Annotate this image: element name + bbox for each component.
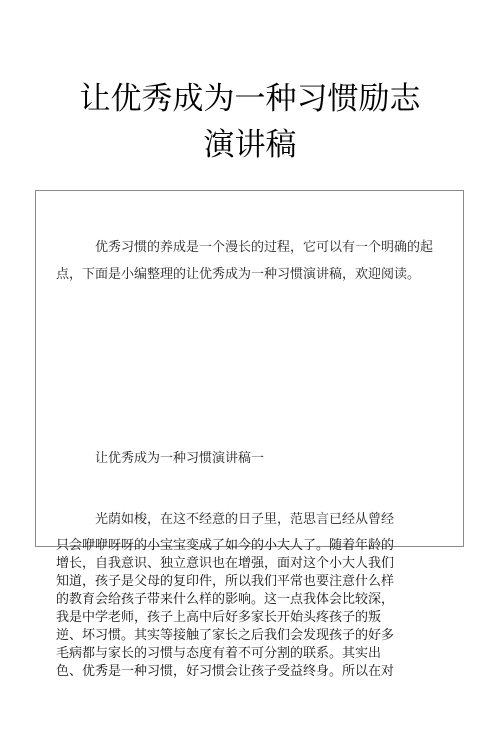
body-line: 只会咿咿呀呀的小宝宝变成了如今的小大人了。随着年龄的 (56, 538, 395, 553)
intro-paragraph: 优秀习惯的养成是一个漫长的过程，它可以有一个明确的起点，下面是小编整理的让优秀成为一种习惯演讲稿，欢迎阅读。 (56, 240, 434, 282)
section-heading: 让优秀成为一种习惯演讲稿一 (95, 451, 265, 466)
body-line: 我是中学老师，孩子上高中后好多家长开始头疼孩子的叛 (56, 610, 382, 625)
title-line-2: 演讲稿 (203, 127, 297, 163)
body-line: 增长，自我意识、独立意识也在增强，面对这个小大人我们 (56, 556, 395, 571)
body-line: 毛病都与家长的习惯与态度有着不可分割的联系。其实出 (56, 646, 382, 661)
body-paragraph-start: 光荫如梭，在这不经意的日子里，范思言已经从曾经 (95, 512, 395, 527)
body-line: 色、优秀是一种习惯，好习惯会让孩子受益终身。所以在对 (56, 664, 395, 679)
body-line: 的教育会给孩子带来什么样的影响。这一点我体会比较深， (56, 592, 395, 607)
body-line: 知道，孩子是父母的复印件，所以我们平常也要注意什么样 (56, 574, 395, 589)
title-line-1: 让优秀成为一种习惯励志 (79, 81, 421, 117)
document-title (0, 76, 500, 168)
body-line: 逆、坏习惯。其实等接触了家长之后我们会发现孩子的好多 (56, 628, 395, 643)
body-paragraph-continued (56, 537, 432, 681)
